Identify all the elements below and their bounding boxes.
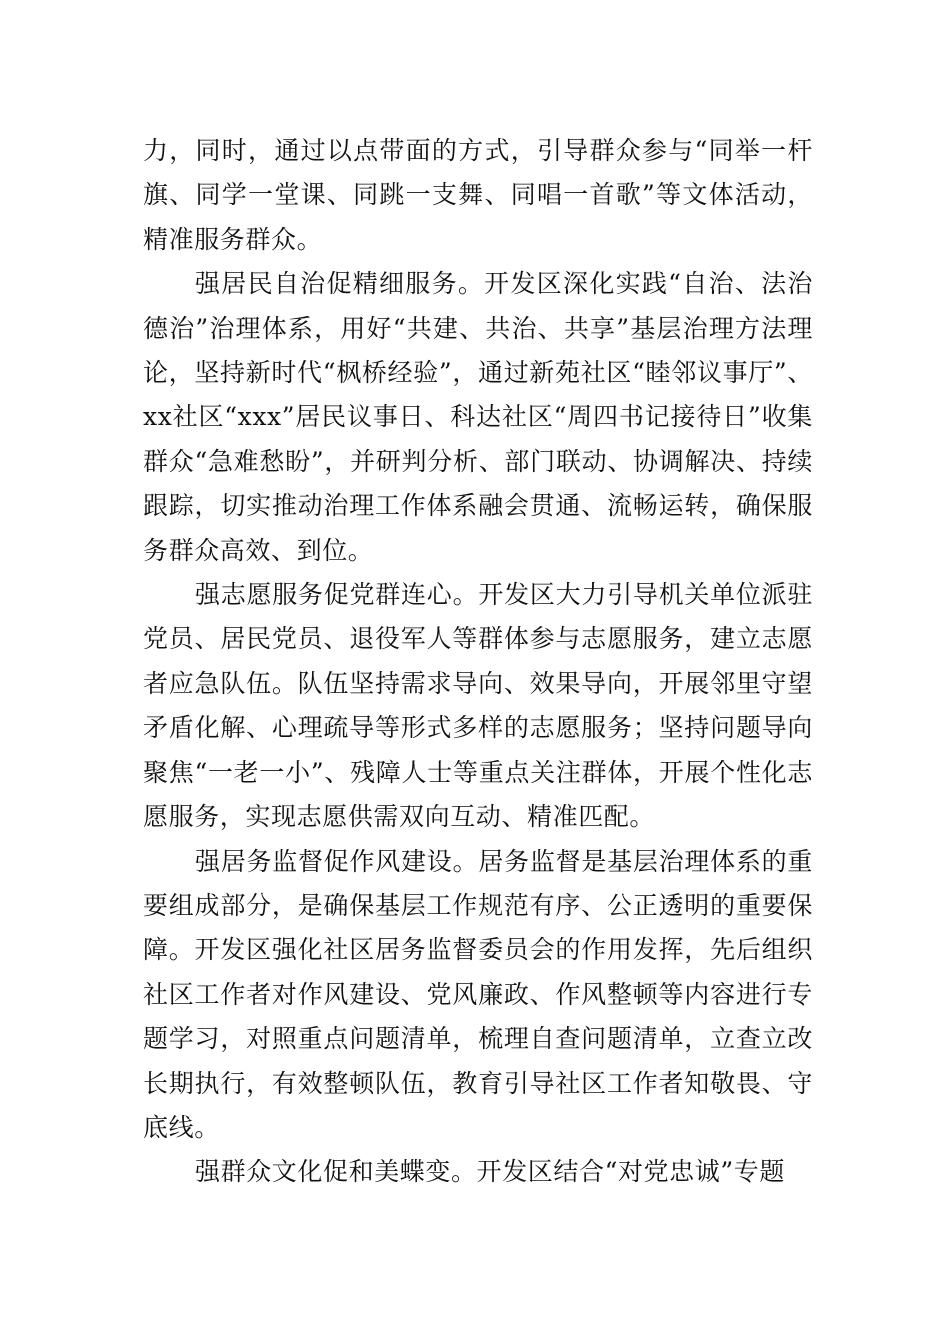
paragraph-volunteer-service: 强志愿服务促党群连心。开发区大力引导机关单位派驻党员、居民党员、退役军人等群体参与志愿服务，建立志愿者应急队伍。队伍坚持需求导向、效果导向，开展邻里守望矛盾化解、心理疏导等形式多样的志愿服务；坚持问题导向聚焦“一老一小”、残障人士等重点关注群体，开展个性化志愿服务，实现志愿供需双向互动、精准匹配。 bbox=[143, 580, 813, 832]
paragraph-affairs-supervision: 强居务监督促作风建设。居务监督是基层治理体系的重要组成部分，是确保基层工作规范有序、公正透明的重要保障。开发区强化社区居务监督委员会的作用发挥，先后组织社区工作者对作风建设、党风廉政、作风整顿等内容进行专题学习，对照重点问题清单，梳理自查问题清单，立查立改长期执行，有效整顿队伍，教育引导社区工作者知敬畏、守底线。 bbox=[143, 846, 813, 1142]
paragraph-mass-culture: 强群众文化促和美蝶变。开发区结合“对党忠诚”专题 bbox=[195, 1157, 785, 1187]
body-text bbox=[143, 129, 813, 1195]
paragraph-continuation: 力，同时，通过以点带面的方式，引导群众参与“同举一杆旗、同学一堂课、同跳一支舞、同唱一首歌”等文体活动，精准服务群众。 bbox=[143, 136, 813, 254]
paragraph-resident-autonomy: 强居民自治促精细服务。开发区深化实践“自治、法治德治”治理体系，用好“共建、共治、共享”基层治理方法理论，坚持新时代“枫桥经验”，通过新苑社区“睦邻议事厅”、xx社区“xxx”居民议事日、科达社区“周四书记接待日”收集群众“急难愁盼”，并研判分析、部门联动、协调解决、持续跟踪，切实推动治理工作体系融会贯通、流畅运转，确保服务群众高效、到位。 bbox=[143, 269, 813, 565]
